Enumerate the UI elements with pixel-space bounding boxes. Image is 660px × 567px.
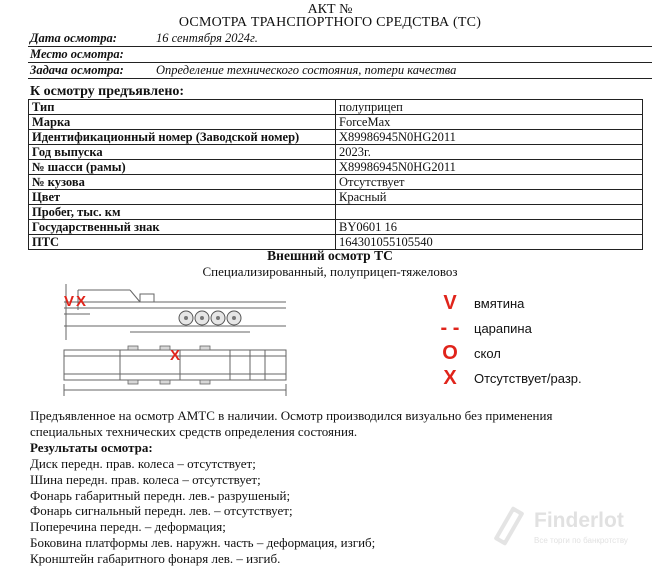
table-row (29, 175, 643, 190)
spec-key: Год выпуска (29, 145, 336, 160)
act-number: АКТ № (307, 2, 353, 17)
legend-item-scratch (440, 317, 640, 342)
list-item: Фонарь габаритный передн. лев.- разрушеный; (30, 487, 291, 503)
spec-key: ПТС (29, 235, 336, 250)
legend-label: Отсутствует/разр. (474, 371, 582, 386)
table-row (29, 100, 643, 115)
watermark-name: Finderlot (534, 509, 624, 532)
list-item: Кронштейн габаритного фонаря лев. – изгиб. (30, 550, 281, 566)
table-row (29, 130, 643, 145)
document-title: ОСМОТРА ТРАНСПОРТНОГО СРЕДСТВА (ТС) (178, 15, 482, 30)
trailer-drawing (60, 280, 290, 400)
info-label: Место осмотра: (30, 47, 124, 61)
x-mark-icon: X (443, 367, 457, 389)
spec-key: № кузова (29, 175, 336, 190)
info-label: Дата осмотра: (30, 31, 117, 45)
legend-label: царапина (474, 321, 532, 336)
spec-key: Тип (29, 100, 336, 115)
spec-value: Красный (336, 190, 643, 205)
note-line: Предъявленное на осмотр АМТС в наличии. Осмотр производился визуально без применения (30, 408, 553, 423)
info-row-date (28, 31, 652, 47)
legend-item-chip (440, 342, 640, 367)
spec-key: Пробег, тыс. км (29, 205, 336, 220)
table-row (29, 145, 643, 160)
legend-label: вмятина (474, 296, 525, 311)
inspection-note (30, 408, 630, 439)
drawing-mark-v: V (64, 293, 75, 310)
spec-value: 164301055105540 (336, 235, 643, 250)
table-row (29, 160, 643, 175)
note-line: специальных технических средств определения состояния. (30, 423, 358, 439)
spec-value: Отсутствует (336, 175, 643, 190)
table-row (29, 205, 643, 220)
v-mark-icon: V (443, 292, 457, 314)
spec-key: № шасси (рамы) (29, 160, 336, 175)
info-label: Задача осмотра: (30, 63, 124, 77)
list-item: Диск передн. прав. колеса – отсутствует; (30, 456, 256, 471)
info-value: 16 сентября 2024г. (156, 31, 258, 45)
legend-item-dent (440, 292, 640, 317)
spec-key: Государственный знак (29, 220, 336, 235)
spec-key: Цвет (29, 190, 336, 205)
watermark-tagline: Все торги по банкротству (534, 536, 628, 545)
spec-value: BY0601 16 (336, 220, 643, 235)
inspection-info (28, 31, 652, 79)
list-item: Поперечина передн. – деформация; (30, 519, 226, 535)
drawing-mark-x: X (170, 347, 181, 364)
drawing-mark-x: X (76, 293, 87, 310)
info-row-place (28, 47, 652, 63)
vehicle-spec-table (28, 99, 643, 250)
spec-key: Идентификационный номер (Заводской номер) (29, 130, 336, 145)
spec-value: X89986945N0HG2011 (336, 130, 643, 145)
list-item: Боковина платформы лев. наружн. часть – деформация, изгиб; (30, 534, 376, 550)
presented-heading: К осмотру предъявлено: (30, 84, 185, 99)
list-item: Фонарь сигнальный передн. лев. – отсутствует; (30, 503, 293, 519)
results-heading: Результаты осмотра: (30, 440, 153, 455)
spec-key: Марка (29, 115, 336, 130)
spec-value: X89986945N0HG2011 (336, 160, 643, 175)
o-mark-icon: O (442, 342, 458, 364)
legend-label: скол (474, 346, 501, 361)
finderlot-watermark (492, 505, 657, 555)
damage-legend (440, 292, 640, 392)
legend-item-missing (440, 367, 640, 392)
table-row (29, 190, 643, 205)
info-value: Определение технического состояния, потери качества (156, 63, 457, 77)
spec-value: 2023г. (336, 145, 643, 160)
finderlot-logo-icon (492, 505, 532, 549)
dash-mark-icon: - - (440, 317, 460, 339)
spec-value: полуприцеп (336, 100, 643, 115)
list-item: Шина передн. прав. колеса – отсутствует; (30, 471, 261, 487)
exterior-inspection-title: Внешний осмотр ТС (267, 248, 393, 263)
spec-value (336, 205, 643, 220)
table-row (29, 115, 643, 130)
table-row (29, 220, 643, 235)
info-row-task (28, 63, 652, 79)
spec-value: ForceMax (336, 115, 643, 130)
vehicle-category: Специализированный, полуприцеп-тяжеловоз (202, 264, 458, 279)
